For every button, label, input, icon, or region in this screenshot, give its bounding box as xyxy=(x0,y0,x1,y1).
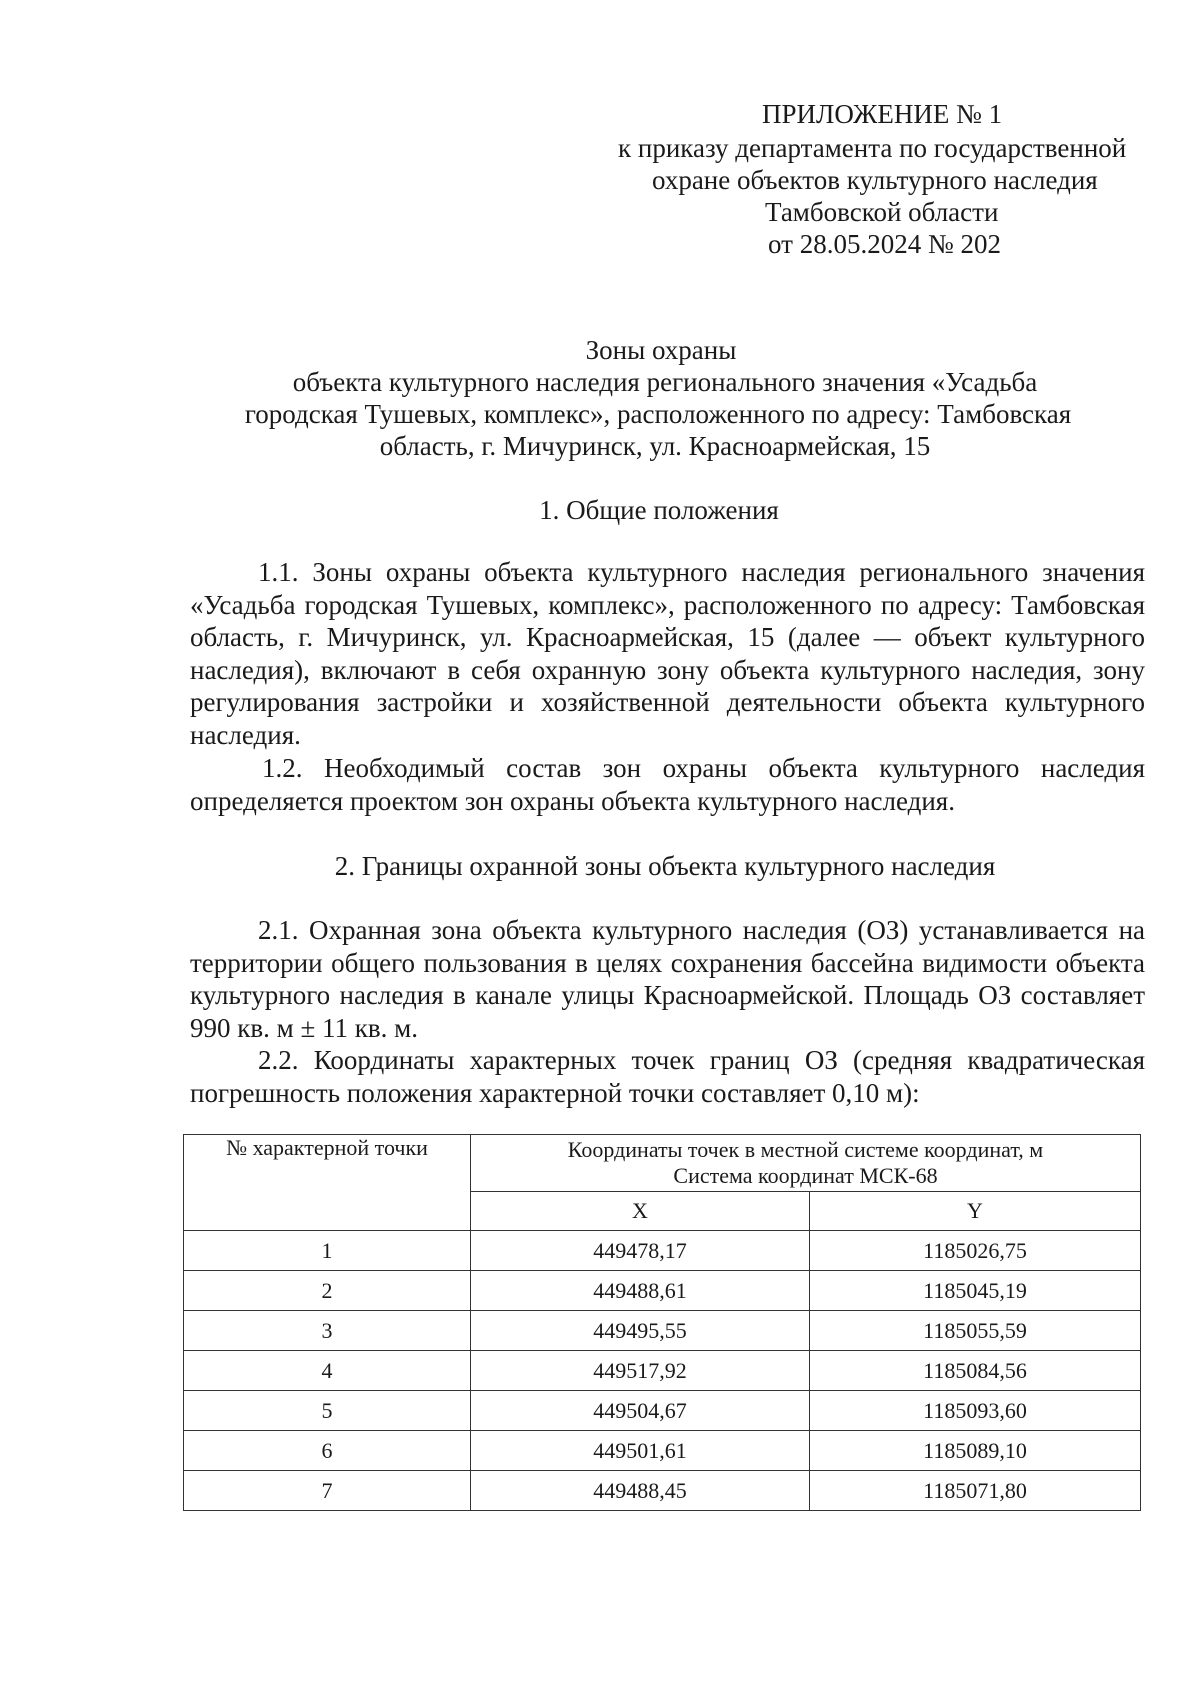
coord-x: 449488,61 xyxy=(471,1271,810,1311)
paragraph-2-2: 2.2. Координаты характерных точек границ ОЗ (средняя квадратическая погрешность положения характерной точки составляет 0,10 м): xyxy=(190,1045,1145,1108)
point-number: 1 xyxy=(184,1231,471,1271)
coord-y: 1185055,59 xyxy=(810,1311,1141,1351)
point-number: 3 xyxy=(184,1311,471,1351)
point-number: 4 xyxy=(184,1351,471,1391)
table-row xyxy=(184,1391,1141,1431)
coordinates-table xyxy=(183,1134,1141,1511)
header-department-line: охране объектов культурного наследия xyxy=(652,165,1098,195)
table-row xyxy=(184,1431,1141,1471)
point-number: 5 xyxy=(184,1391,471,1431)
coord-x: 449488,45 xyxy=(471,1471,810,1511)
coord-x: 449478,17 xyxy=(471,1231,810,1271)
point-number: 6 xyxy=(184,1431,471,1471)
table-row xyxy=(184,1471,1141,1511)
paragraph-1-2: 1.2. Необходимый состав зон охраны объекта культурного наследия определяется проектом зон охраны объекта культурного наследия. xyxy=(190,753,1145,816)
header-coordinate-system-line2: Система координат МСК-68 xyxy=(673,1163,938,1188)
document-subtitle-line1: объекта культурного наследия регионального значения «Усадьба xyxy=(292,367,1038,397)
document-title: Зоны охраны xyxy=(585,335,737,365)
paragraph-2-1: 2.1. Охранная зона объекта культурного наследия (ОЗ) устанавливается на территории общего пользования в целях сохранения бассейна видимости объекта культурного наследия в канале улицы Красноармейской. Площадь ОЗ составляет 990 кв. м ± 11 кв. м. xyxy=(190,915,1145,1043)
coord-y: 1185026,75 xyxy=(810,1231,1141,1271)
header-region-line: Тамбовской области xyxy=(765,197,999,227)
coord-y: 1185084,56 xyxy=(810,1351,1141,1391)
appendix-title: ПРИЛОЖЕНИЕ № 1 xyxy=(762,99,1003,129)
coord-y: 1185093,60 xyxy=(810,1391,1141,1431)
table-row xyxy=(184,1311,1141,1351)
header-y: Y xyxy=(810,1192,1141,1231)
coord-x: 449501,61 xyxy=(471,1431,810,1471)
table-row xyxy=(184,1351,1141,1391)
table-row xyxy=(184,1231,1141,1271)
header-date-line: от 28.05.2024 № 202 xyxy=(768,229,1001,259)
table-row xyxy=(184,1271,1141,1311)
coord-y: 1185089,10 xyxy=(810,1431,1141,1471)
coord-y: 1185045,19 xyxy=(810,1271,1141,1311)
header-coordinate-system xyxy=(471,1135,1141,1192)
coord-x: 449517,92 xyxy=(471,1351,810,1391)
section2-heading: 2. Границы охранной зоны объекта культурного наследия xyxy=(334,851,996,881)
point-number: 7 xyxy=(184,1471,471,1511)
document-subtitle-line3: область, г. Мичуринск, ул. Красноармейская, 15 xyxy=(379,431,931,461)
document-subtitle-line2: городская Тушевых, комплекс», расположенного по адресу: Тамбовская xyxy=(244,399,1072,429)
point-number: 2 xyxy=(184,1271,471,1311)
paragraph-1-1: 1.1. Зоны охраны объекта культурного наследия регионального значения «Усадьба городская Тушевых, комплекс», расположенного по адресу: Тамбовская область, г. Мичуринск, ул. Красноармейская, 15 (далее — объект культурного наследия), включают в себя охранную зону объекта культурного наследия, зону регулирования застройки и хозяйственной деятельности объекта культурного наследия. xyxy=(190,557,1145,750)
header-point-number: № характерной точки xyxy=(184,1135,471,1231)
coord-x: 449495,55 xyxy=(471,1311,810,1351)
section1-heading: 1. Общие положения xyxy=(539,495,779,525)
header-coordinate-system-line1: Координаты точек в местной системе координат, м xyxy=(567,1137,1044,1162)
coord-y: 1185071,80 xyxy=(810,1471,1141,1511)
header-x: X xyxy=(471,1192,810,1231)
coord-x: 449504,67 xyxy=(471,1391,810,1431)
header-order-line: к приказу департамента по государственной xyxy=(618,133,1127,163)
